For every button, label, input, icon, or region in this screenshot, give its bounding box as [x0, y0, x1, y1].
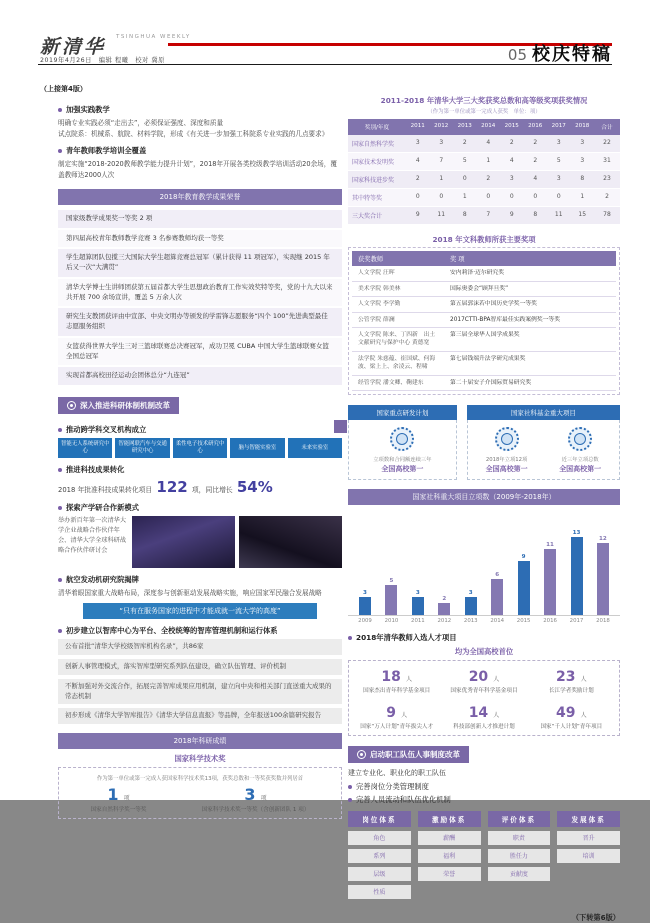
ssk-bar-chart-years [348, 618, 620, 624]
section-badge-label: 启动职工队伍人事制度改革 [370, 749, 460, 759]
badge-caption: 2018年立项12项 [485, 456, 528, 463]
bar-column: 5 [380, 578, 402, 615]
stat-label: 国家自然科学奖一等奖 [90, 807, 147, 814]
paragraph: 试点院系：机械系、航院、材料学院，形成《有关进一步加强工科院系专业实践的几点要求》 [58, 130, 329, 139]
stat-label: 国家“万人计划”青年拔尖人才 [360, 723, 434, 730]
bar-column: 11 [539, 542, 561, 615]
bullet-heading [58, 146, 342, 156]
awards-header-cell: 2015 [500, 119, 524, 135]
award-cell: 2017CTTI-BPA智库最佳实践案例奖一等奖 [450, 316, 561, 323]
talents-box [348, 660, 620, 736]
think-tank-row: 公布首批“清华大学校级智库机构名录”，共86家 [58, 639, 342, 655]
right-column [348, 96, 620, 923]
bar [544, 549, 556, 615]
system-column [557, 811, 620, 899]
talent-stat [353, 702, 440, 730]
bullet-heading [58, 626, 342, 636]
year-tick: 2010 [384, 617, 399, 624]
ssk-bar-chart [348, 519, 620, 616]
bullet-icon [58, 149, 62, 153]
awards-table-row: 国家自然科学奖 3 3 2 4 2 2 3 3 22 [348, 135, 620, 153]
institute-chip: 脑与智能实验室 [230, 438, 284, 458]
chart-banner: 国家社科重大项目立项数（2009年-2018年） [348, 489, 620, 505]
award-stat [202, 785, 310, 813]
bullet-icon [58, 506, 62, 510]
bar [571, 537, 583, 615]
bullet-heading [58, 503, 342, 513]
liberal-arts-row [352, 352, 616, 376]
liberal-arts-row [352, 328, 616, 352]
section-badge-staff-reform [348, 746, 469, 763]
badge-rank: 全国高校第一 [559, 464, 602, 473]
award-stats [63, 785, 337, 813]
liberal-arts-row [352, 297, 616, 312]
stat-number: 23 [556, 668, 576, 685]
stat-unit: 人 [493, 675, 500, 683]
year-tick: 2012 [437, 617, 452, 624]
awards-table-header [348, 119, 620, 135]
honors-row: 学生超算团队包揽三大国际大学生超算竞赛总冠军（累计获得 11 项冠军），实现继 2015 年后又一次“大满贯” [58, 249, 342, 279]
institute-chips [58, 438, 342, 458]
social-science-fund-title: 国家社科基金重大项目 [467, 405, 620, 420]
talent-stat [440, 666, 527, 694]
stat-number: 20 [468, 668, 489, 685]
photo-caption: 举办新百年第一次清华大学企业战略合作伙伴年会、清华大学全球科研战略合作伙伴研讨会 [58, 517, 127, 554]
page-number: 05 [507, 46, 527, 64]
bar [412, 597, 424, 615]
bar-column: 3 [407, 590, 429, 615]
bullet-heading-label: 探索产学研合作新模式 [66, 503, 139, 513]
think-tank-row: 创新人事管理模式，落实智库型研究系列队伍建设，确立队伍管理、评价机制 [58, 659, 342, 675]
honors-row: 第四届高校青年教师教学竞赛 3 名参赛教师均获一等奖 [58, 230, 342, 250]
awards-header-cell: 2018 [571, 119, 595, 135]
bar [359, 597, 371, 615]
awards-header-cell: 奖别/年度 [348, 119, 406, 135]
honors-list [58, 210, 342, 387]
stat-number: 14 [468, 704, 489, 721]
awards-table-body [348, 135, 620, 225]
teacher-cell: 人文学院 汪晖 [358, 270, 395, 277]
system-item: 层级 [348, 867, 411, 881]
system-title: 发展体系 [557, 811, 620, 827]
staff-bullet [348, 795, 620, 805]
target-icon [67, 401, 76, 410]
think-tank-row: 初步形成《清华大学智库报告》《清华大学信息直报》等品牌，全年报送100余篇研究报告 [58, 708, 342, 724]
bullet-heading-label: 推动跨学科交叉机构成立 [66, 425, 147, 435]
bullet-icon [58, 629, 62, 633]
honors-row: 国家级教学成果奖一等奖 2 项 [58, 210, 342, 230]
teacher-cell: 美术学院 韩美林 [358, 285, 401, 292]
bullet-heading-label: 青年教师教学培训全覆盖 [66, 146, 147, 156]
stat-unit: 人 [401, 711, 408, 719]
honors-banner: 2018年教育教学成果荣誉 [58, 189, 342, 205]
system-column [348, 811, 411, 899]
liberal-arts-body [352, 266, 616, 391]
bullet-heading [58, 575, 342, 585]
key-rd-program-title: 国家重点研发计划 [348, 405, 457, 420]
system-item: 贡献度 [488, 867, 551, 881]
staff-bullet-label: 完善人员流动和队伍优化机制 [356, 794, 451, 804]
staff-intro: 建立专业化、职业化的职工队伍 [348, 768, 446, 777]
talent-stat [528, 666, 615, 694]
stat-unit: 人 [405, 675, 412, 683]
bar-column: 3 [354, 590, 376, 615]
stat-unit: 人 [580, 675, 587, 683]
continued-from-note: （上接第4版） [40, 85, 87, 93]
bullet-heading-label: 2018年清华教师入选人才项目 [356, 632, 457, 642]
system-title: 评价体系 [488, 811, 551, 827]
bullet-icon [58, 468, 62, 472]
system-column [418, 811, 481, 899]
honors-row: 清华大学博士生讲师团获第五届首都大学生思想政治教育工作实效奖特等奖，党的十九大以来共开展 700 余场宣讲，覆盖 5 万余人次 [58, 279, 342, 309]
paragraph: 明确专业实践必须“走出去”，必须保证强度、深度和质量 [58, 119, 224, 127]
stat-mid: 项，同比增长 [191, 486, 233, 495]
year-tick: 2011 [411, 617, 425, 624]
badge-caption: 立项数和合同额连续三年 [373, 456, 432, 463]
awards-header-cell: 2011 [406, 119, 430, 135]
award-box [58, 767, 342, 819]
bullet-icon [58, 108, 62, 112]
system-title: 激励体系 [418, 811, 481, 827]
liberal-arts-row [352, 313, 616, 328]
stat-number: 3 [244, 785, 256, 805]
system-title: 岗位体系 [348, 811, 411, 827]
achievements-banner: 2018年科研成绩 [58, 733, 342, 749]
liberal-arts-row [352, 266, 616, 281]
rank-badge [486, 427, 528, 474]
awards-table-row: 国家科技进步奖 2 1 0 2 3 4 3 8 23 [348, 171, 620, 189]
bar [385, 585, 397, 615]
liberal-arts-col1: 获奖教师 [358, 256, 384, 264]
awards-table-row: 三大奖合计 9 11 8 7 9 8 11 15 78 [348, 207, 620, 225]
stat-label: 国家科学技术奖一等奖（含创新团队 1 项） [201, 807, 310, 814]
teacher-cell: 人文学院 李学勤 [358, 301, 401, 308]
bar [518, 561, 530, 615]
stat-number: 54% [236, 478, 273, 497]
talents-subtitle: 均为全国高校首位 [454, 646, 514, 656]
award-cell: 第二十届安子介国际贸易研究奖 [450, 379, 532, 386]
stat-label: 国家杰出青年科学基金项目 [363, 687, 431, 694]
bar [491, 579, 503, 615]
rank-badge [373, 427, 431, 474]
bar-column: 2 [433, 596, 455, 615]
system-column [488, 811, 551, 899]
award-cell: 安内莉泽·迈尔研究奖 [450, 270, 505, 277]
award-cell: 第三届全球华人国学成果奖 [450, 331, 520, 338]
awards-header-cell: 2012 [430, 119, 454, 135]
rank-badge [559, 427, 601, 474]
awards-header-cell: 合计 [594, 119, 620, 135]
system-item: 角色 [348, 831, 411, 845]
talent-stat [440, 702, 527, 730]
bullet-heading-label: 推进科技成果转化 [66, 465, 125, 475]
masthead-logo-en: TSINGHUA WEEKLY [116, 34, 191, 40]
year-tick: 2009 [358, 617, 372, 624]
stat-number: 122 [156, 478, 188, 497]
award-stat [91, 785, 147, 813]
think-tank-row: 不断加强对外交流合作，拓展完善智库成果应用机制，建立向中央和相关部门直送重大成果的常态机制 [58, 679, 342, 705]
honors-row: 女篮获得世界大学生三对三篮球联赛总决赛冠军，成功卫冕 CUBA 中国大学生篮球联赛女篮全国总冠军 [58, 338, 342, 368]
bullet-icon [58, 578, 62, 582]
system-item: 晋升 [557, 831, 620, 845]
institute-chip: 柔性电子技术研究中心 [173, 438, 227, 458]
awards-row-label: 国家自然科学奖 [348, 135, 406, 153]
award-note: 作为第一单位或第一完成人获国家科学技术奖13项，获奖总数和一等奖获奖数并列居首 [96, 776, 304, 783]
page-header [508, 40, 612, 66]
staff-bullet-label: 完善岗位分类管理制度 [356, 781, 429, 791]
bullet-heading [58, 425, 342, 435]
awards-header-cell: 2014 [477, 119, 501, 135]
stat-unit: 项 [260, 795, 267, 803]
award-title: 国家科学技术奖 [174, 754, 226, 764]
awards-row-label: 三大奖合计 [348, 207, 406, 225]
honors-row: 实现首都高校田径运动会团体总分“九连冠” [58, 367, 342, 387]
paragraph: 制定实施“2018-2020教师教学能力提升计划”，2018年开展各类校级教学培训活动20余场，覆盖教师达2000人次 [58, 160, 337, 179]
award-cell: 国际奥委会“顾拜旦奖” [450, 285, 509, 292]
year-tick: 2014 [490, 617, 505, 624]
awards-table-row: 其中特等奖 0 0 1 0 0 0 0 1 2 [348, 189, 620, 207]
awards-table-subtitle: （作为第一单位或第一完成人获奖 单位：项） [427, 109, 541, 116]
staff-bullets [348, 782, 620, 805]
awards-table-title: 2011-2018 年清华大学三大奖获奖总数和高等级奖项获奖情况 [380, 96, 588, 105]
bar [465, 597, 477, 615]
photo-image [132, 516, 235, 568]
stat-number: 18 [381, 668, 401, 685]
social-science-fund-box [467, 405, 620, 480]
stat-label: 国家优秀青年科学基金项目 [450, 687, 518, 694]
stat-unit: 项 [123, 795, 130, 803]
bullet-heading-label: 加强实践教学 [66, 105, 110, 114]
bullet-icon [58, 428, 62, 432]
system-item: 福利 [418, 849, 481, 863]
bullet-icon [348, 636, 352, 640]
masthead-logo: 新清华 [40, 36, 107, 58]
talent-stat [353, 666, 440, 694]
transform-stat-line [58, 478, 342, 496]
badge-caption: 近三年立项总数 [561, 456, 599, 463]
year-tick: 2015 [516, 617, 531, 624]
section-badge-research-reform [58, 397, 179, 414]
system-item: 性质 [348, 885, 411, 899]
awards-header-cell: 2016 [524, 119, 548, 135]
stat-prefix: 2018 年批准科技成果转化项目 [58, 486, 153, 495]
award-rosette-icon [495, 427, 519, 451]
badge-rank: 全国高校第一 [485, 464, 528, 473]
page-title: 校庆特稿 [532, 44, 612, 65]
awards-header-cell: 2017 [547, 119, 571, 135]
continued-to-note: （下转第6版） [571, 912, 620, 922]
system-item: 职责 [488, 831, 551, 845]
target-icon [357, 750, 366, 759]
stat-number: 9 [386, 704, 396, 721]
stat-label: 国家“千人计划”青年项目 [540, 723, 603, 730]
liberal-arts-header [352, 251, 616, 266]
year-tick: 2016 [543, 617, 557, 624]
system-item: 培训 [557, 849, 620, 863]
bullet-icon [348, 798, 352, 802]
bullet-heading [348, 633, 620, 643]
teacher-cell: 公管学院 薛澜 [358, 316, 395, 323]
award-cell: 第七届钱端升法学研究成果奖 [450, 355, 526, 362]
bullet-icon [348, 785, 352, 789]
awards-header-cell: 2013 [453, 119, 477, 135]
bar-column: 9 [513, 554, 535, 615]
bar-column: 3 [460, 590, 482, 615]
stat-unit: 人 [580, 711, 587, 719]
talent-stat [528, 702, 615, 730]
stat-number: 1 [107, 785, 119, 805]
bar-column: 12 [592, 536, 614, 615]
institute-chip: 智能无人系统研究中心 [58, 438, 112, 458]
bullet-heading-label: 航空发动机研究院揭牌 [66, 575, 139, 585]
liberal-arts-table [348, 247, 620, 395]
key-rd-program-box [348, 405, 457, 480]
section-badge-label: 深入推进科研体制机制改革 [80, 401, 170, 411]
staff-bullet [348, 782, 620, 792]
paragraph: 清华着眼国家重大战略布局，深度参与创新驱动发展战略实施，响应国家军民融合发展战略 [58, 589, 322, 598]
liberal-arts-row [352, 282, 616, 297]
quote-banner: “只有在服务国家的进程中才能成就一流大学的高度” [83, 603, 317, 619]
awards-row-label: 国家技术发明奖 [348, 153, 406, 171]
bar [438, 603, 450, 615]
stat-label: 长江学者奖励计划 [548, 687, 594, 694]
think-tank-list [58, 639, 342, 724]
staff-systems [348, 811, 620, 899]
photo-image [239, 516, 342, 568]
bullet-heading-label: 初步建立以智库中心为平台、全校统筹的智库管理机制和运行体系 [66, 626, 278, 636]
badge-rank: 全国高校第一 [381, 464, 424, 473]
institute-chip: 未来实验室 [288, 438, 342, 458]
dateline: 2019年4月26日 编辑 程曦 校对 冀原 [40, 57, 165, 64]
liberal-arts-title: 2018 年文科教师所获主要奖项 [432, 235, 536, 245]
award-rosette-icon [568, 427, 592, 451]
key-program-boxes [348, 405, 620, 480]
stat-unit: 人 [493, 711, 500, 719]
award-rosette-icon [390, 427, 414, 451]
stat-number: 49 [556, 704, 576, 721]
year-tick: 2013 [463, 617, 478, 624]
awards-row-label: 国家科技进步奖 [348, 171, 406, 189]
system-item: 薪酬 [418, 831, 481, 845]
institute-chip: 智能网联汽车与交通研究中心 [115, 438, 169, 458]
bar [597, 543, 609, 615]
award-cell: 第五届郭沫若中国历史学奖一等奖 [450, 301, 537, 308]
left-column [58, 98, 342, 819]
liberal-arts-col2: 奖 项 [450, 256, 465, 264]
bullet-heading [58, 465, 342, 475]
system-item: 荣誉 [418, 867, 481, 881]
honors-row: 研究生支教团获评由中宣部、中央文明办等颁发的学雷锋志愿服务“四个 100”先进典型最佳志愿服务组织 [58, 308, 342, 338]
system-item: 胜任力 [488, 849, 551, 863]
bar-column: 6 [486, 572, 508, 615]
stat-label: 科技部创新人才推进计划 [453, 723, 515, 730]
bar-column: 13 [566, 530, 588, 615]
teacher-cell: 人文学院 陈来、丁四新 出土文献研究与保护中心 黄德宽 [358, 331, 436, 347]
photo-strip [58, 516, 342, 568]
awards-table-row: 国家技术发明奖 4 7 5 1 4 2 5 3 31 [348, 153, 620, 171]
teacher-cell: 经管学院 潘文卿、鞠建东 [358, 379, 424, 386]
liberal-arts-row [352, 376, 616, 391]
awards-row-label: 其中特等奖 [348, 189, 406, 207]
year-tick: 2017 [569, 617, 584, 624]
teacher-cell: 法学院 朱慈蕴、崔国斌、何海波、梁上上、余凌云、程啸 [358, 355, 436, 371]
system-item: 系列 [348, 849, 411, 863]
year-tick: 2018 [596, 617, 610, 624]
bullet-heading [58, 105, 342, 115]
